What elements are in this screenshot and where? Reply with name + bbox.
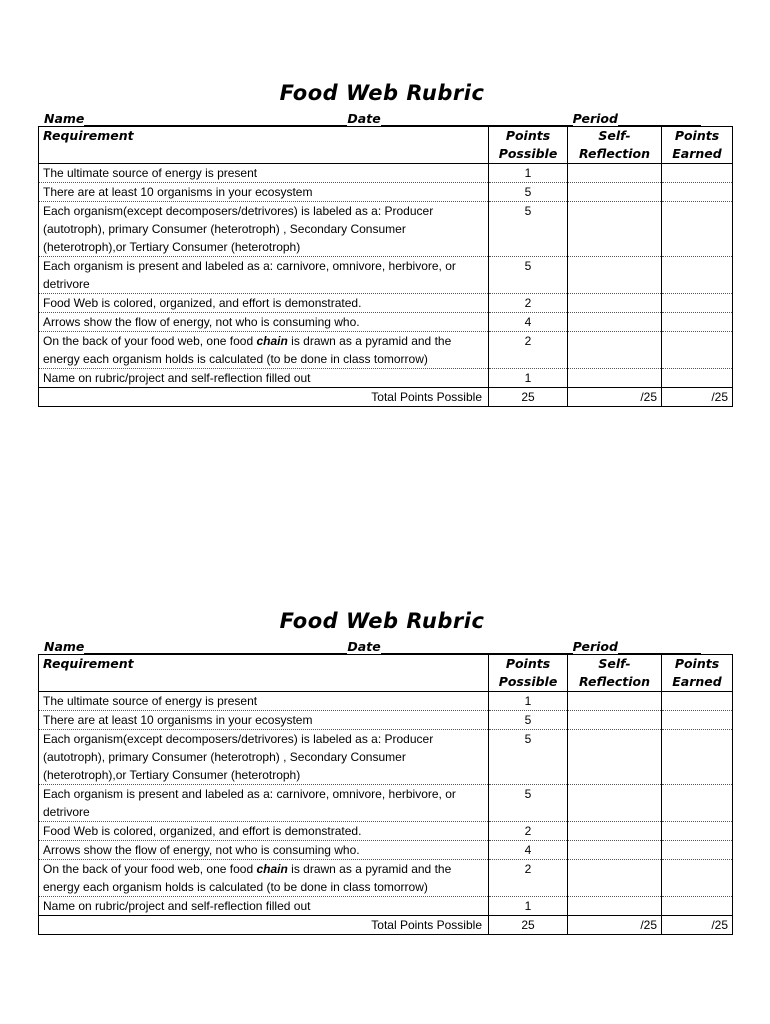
points-possible: 5 <box>489 785 568 822</box>
points-possible: 5 <box>489 183 568 202</box>
header-points-possible: Points Possible <box>489 127 568 164</box>
table-row <box>39 860 733 897</box>
self-reflection-cell[interactable] <box>568 164 662 183</box>
table-row <box>39 183 733 202</box>
points-possible: 2 <box>489 294 568 313</box>
total-points-earned[interactable]: /25 <box>662 916 733 935</box>
self-reflection-cell[interactable] <box>568 332 662 369</box>
total-self-reflection[interactable]: /25 <box>568 916 662 935</box>
header-self-reflection: Self- Reflection <box>568 655 662 692</box>
table-row <box>39 692 733 711</box>
points-earned-cell[interactable] <box>662 202 733 257</box>
table-header-row <box>39 127 733 164</box>
header-points-possible: Points Possible <box>489 655 568 692</box>
header-points-earned: Points Earned <box>662 655 733 692</box>
table-row <box>39 841 733 860</box>
points-earned-cell[interactable] <box>662 257 733 294</box>
points-possible: 1 <box>489 369 568 388</box>
table-header-row <box>39 655 733 692</box>
points-earned-cell[interactable] <box>662 897 733 916</box>
self-reflection-cell[interactable] <box>568 860 662 897</box>
table-row <box>39 294 733 313</box>
name-date-period-line <box>38 636 732 654</box>
table-row <box>39 730 733 785</box>
points-possible: 4 <box>489 313 568 332</box>
date-field[interactable] <box>381 112 573 126</box>
self-reflection-cell[interactable] <box>568 294 662 313</box>
rubric-title: Food Web Rubric <box>279 609 485 633</box>
requirement-text: On the back of your food web, one food chain is drawn as a pyramid and the energy each organism holds is calculated (to be done in class tomorrow) <box>39 332 489 369</box>
name-field[interactable] <box>84 640 347 654</box>
total-label: Total Points Possible <box>39 388 489 407</box>
self-reflection-cell[interactable] <box>568 730 662 785</box>
table-row <box>39 785 733 822</box>
points-possible: 5 <box>489 257 568 294</box>
requirement-text: Each organism is present and labeled as a: carnivore, omnivore, herbivore, or detrivore <box>39 785 489 822</box>
points-earned-cell[interactable] <box>662 369 733 388</box>
header-requirement: Requirement <box>39 655 489 692</box>
requirement-text: The ultimate source of energy is present <box>39 164 489 183</box>
total-points-possible: 25 <box>489 388 568 407</box>
total-label: Total Points Possible <box>39 916 489 935</box>
date-label: Date <box>347 639 381 654</box>
requirement-text: Food Web is colored, organized, and effort is demonstrated. <box>39 294 489 313</box>
self-reflection-cell[interactable] <box>568 785 662 822</box>
name-label: Name <box>44 111 85 126</box>
table-row <box>39 822 733 841</box>
self-reflection-cell[interactable] <box>568 897 662 916</box>
period-label: Period <box>572 111 618 126</box>
rubric-table <box>38 126 733 407</box>
rubric-table <box>38 654 733 935</box>
requirement-text: Each organism(except decomposers/detrivores) is labeled as a: Producer (autotroph), primary Consumer (heterotroph) , Secondary Consumer (heterotroph),or Tertiary Consumer (heterotroph) <box>39 730 489 785</box>
total-points-possible: 25 <box>489 916 568 935</box>
points-possible: 1 <box>489 897 568 916</box>
points-earned-cell[interactable] <box>662 164 733 183</box>
points-possible: 5 <box>489 202 568 257</box>
requirement-text: Each organism is present and labeled as a: carnivore, omnivore, herbivore, or detrivore <box>39 257 489 294</box>
rubric-2 <box>38 606 732 935</box>
points-possible: 1 <box>489 692 568 711</box>
points-earned-cell[interactable] <box>662 841 733 860</box>
table-row <box>39 257 733 294</box>
rubric-title: Food Web Rubric <box>279 81 485 105</box>
points-earned-cell[interactable] <box>662 730 733 785</box>
points-possible: 5 <box>489 711 568 730</box>
period-field[interactable] <box>618 112 701 126</box>
requirement-text: There are at least 10 organisms in your ecosystem <box>39 711 489 730</box>
points-possible: 5 <box>489 730 568 785</box>
name-field[interactable] <box>84 112 347 126</box>
table-row <box>39 164 733 183</box>
points-possible: 4 <box>489 841 568 860</box>
self-reflection-cell[interactable] <box>568 313 662 332</box>
self-reflection-cell[interactable] <box>568 711 662 730</box>
total-self-reflection[interactable]: /25 <box>568 388 662 407</box>
points-earned-cell[interactable] <box>662 822 733 841</box>
total-row <box>39 388 733 407</box>
points-possible: 2 <box>489 822 568 841</box>
self-reflection-cell[interactable] <box>568 257 662 294</box>
points-earned-cell[interactable] <box>662 183 733 202</box>
requirement-text: Each organism(except decomposers/detrivores) is labeled as a: Producer (autotroph), primary Consumer (heterotroph) , Secondary Consumer (heterotroph),or Tertiary Consumer (heterotroph) <box>39 202 489 257</box>
self-reflection-cell[interactable] <box>568 692 662 711</box>
total-row <box>39 916 733 935</box>
table-row <box>39 711 733 730</box>
requirement-text: There are at least 10 organisms in your ecosystem <box>39 183 489 202</box>
self-reflection-cell[interactable] <box>568 369 662 388</box>
requirement-text: Arrows show the flow of energy, not who is consuming who. <box>39 313 489 332</box>
points-earned-cell[interactable] <box>662 711 733 730</box>
date-field[interactable] <box>381 640 573 654</box>
header-points-earned: Points Earned <box>662 127 733 164</box>
points-earned-cell[interactable] <box>662 313 733 332</box>
requirement-text: Name on rubric/project and self-reflection filled out <box>39 369 489 388</box>
header-requirement: Requirement <box>39 127 489 164</box>
table-row <box>39 897 733 916</box>
period-field[interactable] <box>618 640 701 654</box>
points-earned-cell[interactable] <box>662 860 733 897</box>
date-label: Date <box>347 111 381 126</box>
requirement-text: On the back of your food web, one food chain is drawn as a pyramid and the energy each organism holds is calculated (to be done in class tomorrow) <box>39 860 489 897</box>
points-possible: 2 <box>489 860 568 897</box>
rubric-1 <box>38 78 732 407</box>
self-reflection-cell[interactable] <box>568 183 662 202</box>
total-points-earned[interactable]: /25 <box>662 388 733 407</box>
self-reflection-cell[interactable] <box>568 822 662 841</box>
header-self-reflection: Self- Reflection <box>568 127 662 164</box>
requirement-text: Food Web is colored, organized, and effort is demonstrated. <box>39 822 489 841</box>
name-label: Name <box>44 639 85 654</box>
points-earned-cell[interactable] <box>662 785 733 822</box>
name-date-period-line <box>38 108 732 126</box>
table-row <box>39 202 733 257</box>
requirement-text: The ultimate source of energy is present <box>39 692 489 711</box>
requirement-text: Name on rubric/project and self-reflection filled out <box>39 897 489 916</box>
points-possible: 1 <box>489 164 568 183</box>
period-label: Period <box>572 639 618 654</box>
table-row <box>39 332 733 369</box>
points-earned-cell[interactable] <box>662 692 733 711</box>
points-earned-cell[interactable] <box>662 294 733 313</box>
table-row <box>39 313 733 332</box>
points-possible: 2 <box>489 332 568 369</box>
table-row <box>39 369 733 388</box>
points-earned-cell[interactable] <box>662 332 733 369</box>
self-reflection-cell[interactable] <box>568 202 662 257</box>
requirement-text: Arrows show the flow of energy, not who is consuming who. <box>39 841 489 860</box>
self-reflection-cell[interactable] <box>568 841 662 860</box>
